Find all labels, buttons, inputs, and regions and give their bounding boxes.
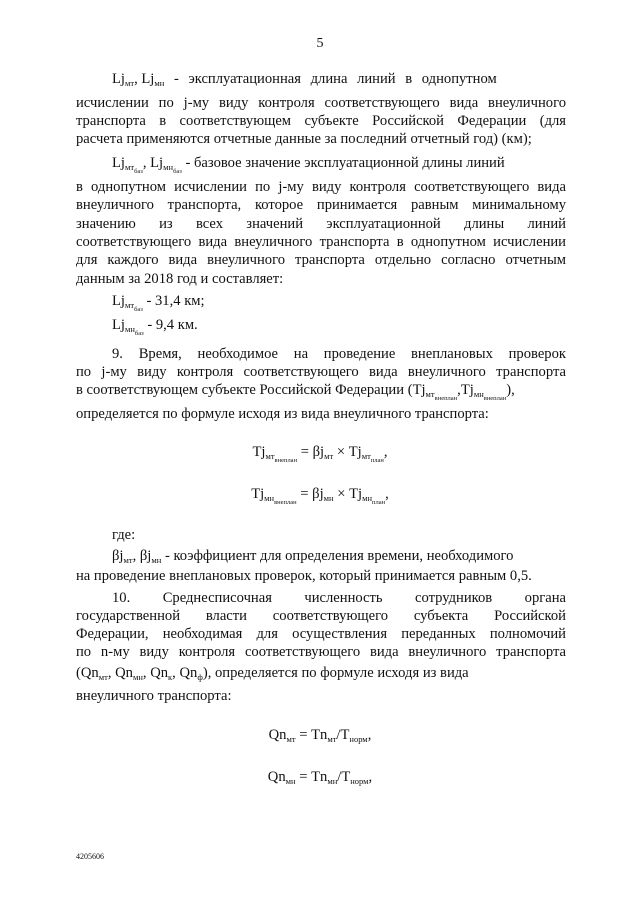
text-line: государственной власти соответствующего субъекта Российской	[76, 608, 566, 624]
text-line: для каждого вида внеуличного транспорта отдельно согласно отчетным	[76, 252, 566, 268]
text-line: 10. Среднесписочная численность сотрудников органа	[112, 590, 566, 606]
page-number: 5	[316, 36, 324, 51]
text-line: по n-му виду контроля соответствующего вида внеуличного транспорта	[76, 644, 566, 660]
text-line: по j-му виду контроля соответствующего вида внеуличного транспорта	[76, 364, 566, 380]
text-line: значению из всех значений эксплуатационной длины линий	[76, 216, 566, 232]
definition-ljbaz-line: $Lj_{мт_{баз}}$, $Lj_{мн_{баз}}$ - базовое значение эксплуатационной длины линий	[112, 155, 505, 175]
text-line: соответствующего вида внеуличного транспорта в однопутном исчислении	[76, 234, 566, 250]
value-ljmn-baz: $Lj_{мн_{баз}} - 9,4$ км.	[112, 317, 198, 337]
text-line: внеуличного транспорта, которое принимается равным минимальному	[76, 197, 566, 213]
text-line: исчислении по j-му виду контроля соответствующего вида внеуличного	[76, 95, 566, 111]
text-line: определяется по формуле исходя из вида внеуличного транспорта:	[76, 406, 489, 422]
formula-tj-mn: $Tj_{мн_{внеплан}} = \beta j_{мн} \times Tj_{мн_{план}}$,	[251, 486, 389, 506]
text-line: 9. Время, необходимое на проведение внеплановых проверок	[112, 346, 566, 362]
text-line: на проведение внеплановых проверок, который принимается равным 0,5.	[76, 568, 532, 584]
text-line: расчета применяются отчетные данные за последний отчетный год) (км);	[76, 131, 532, 147]
text-line: транспорта в соответствующем субъекте Российской Федерации (для	[76, 113, 566, 129]
definition-beta-line: $\beta j_{мт}$, $\beta j_{мн}$ - коэффициент для определения времени, необходимого	[112, 548, 514, 565]
value-ljmt-baz: $Lj_{мт_{баз}} - 31,4$ км;	[112, 293, 205, 313]
text-line: Федерации, необходимая для осуществления переданных полномочий	[76, 626, 566, 642]
p9-line-3: в соответствующем субъекте Российской Федерации $(Tj_{мт_{внеплан}},Tj_{мн_{внеплан}})$,	[76, 382, 515, 402]
document-id: 4205606	[76, 852, 104, 861]
where-label: где:	[112, 527, 136, 543]
p10-line-5: ($Qn_{мт}$, $Qn_{мн}$, $Qn_к$, $Qn_ф$), определяется по формуле исходя из вида	[76, 665, 469, 682]
formula-qn-mt: $Qn_{мт} = Tn_{мт}/T_{норм}$,	[268, 727, 372, 744]
text-line: данным за 2018 год и составляет:	[76, 271, 284, 287]
text-line: внеуличного транспорта:	[76, 688, 232, 704]
formula-qn-mn: $Qn_{мн} = Tn_{мн}/T_{норм}$,	[267, 769, 373, 786]
formula-tj-mt: $Tj_{мт_{внеплан}} = \beta j_{мт} \times Tj_{мт_{план}}$,	[252, 444, 388, 464]
text-line: в однопутном исчислении по j-му виду контроля соответствующего вида	[76, 179, 566, 195]
definition-lj-line: $Lj_{мт}$, $Lj_{мн}$ - эксплуатационная длина линий в однопутном	[112, 71, 497, 88]
